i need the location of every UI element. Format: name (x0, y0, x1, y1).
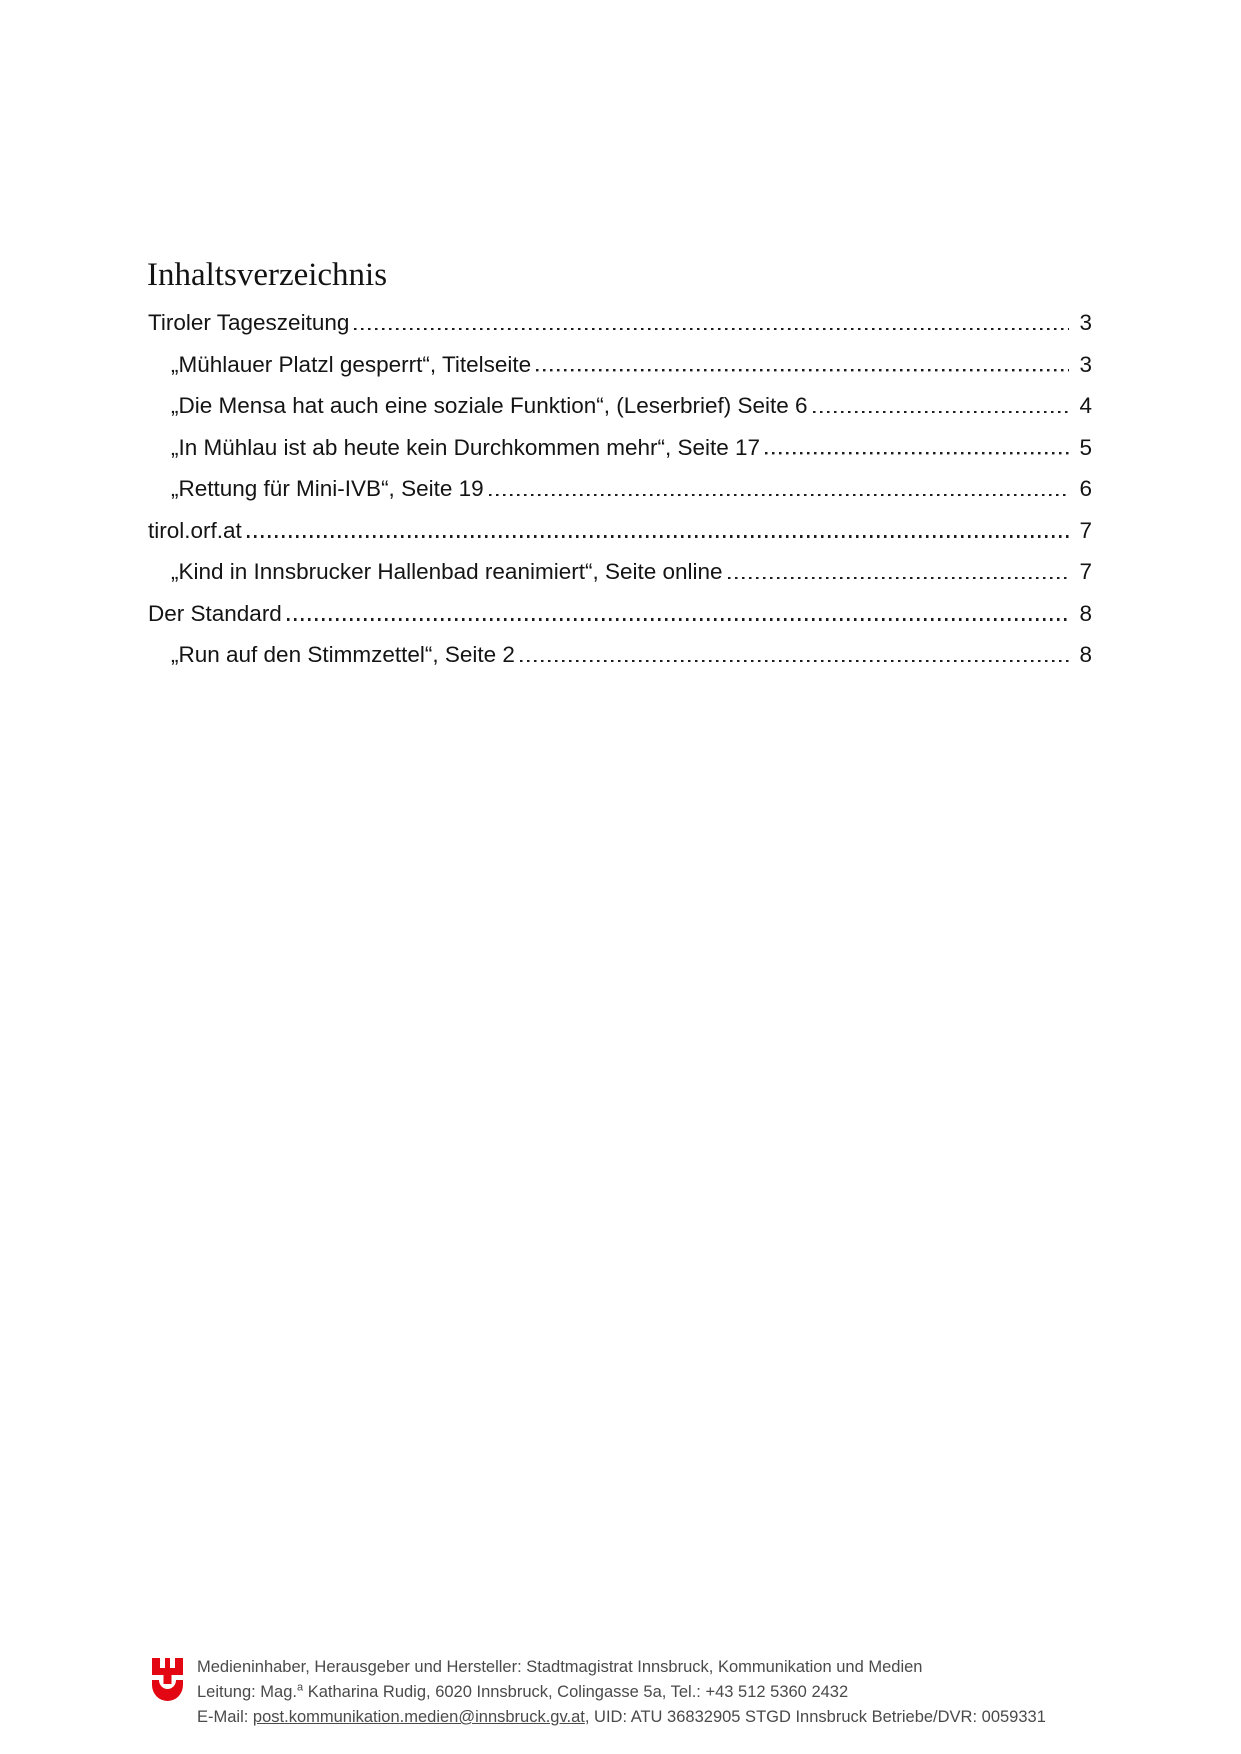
toc-leader-dots (354, 328, 1069, 330)
toc-entry (148, 551, 1092, 593)
toc-entry-label: „Mühlauer Platzl gesperrt“, Titelseite (171, 351, 532, 377)
toc-page-number: 5 (1079, 434, 1092, 460)
toc-leader-dots (813, 411, 1069, 413)
superscript-a: a (296, 1681, 304, 1694)
toc-page-number: 3 (1079, 310, 1092, 335)
toc-page-number: 8 (1079, 642, 1092, 667)
toc-leader-dots (489, 494, 1069, 496)
toc-leader-dots (765, 452, 1069, 454)
toc-leader-dots (287, 618, 1069, 620)
toc-entry (148, 593, 1092, 635)
toc-entry-label: „Rettung für Mini-IVB“, Seite 19 (171, 476, 484, 501)
toc-entry-label: „Run auf den Stimmzettel“, Seite 2 (171, 642, 515, 667)
imprint-line-2: Leitung: Mag.$^a$ Katharina Rudig, 6020 Innsbruck, Colingasse 5a, Tel.: +43 512 5360 2432 (197, 1681, 849, 1701)
toc-page-number: 4 (1079, 393, 1092, 418)
toc-entry-label: tirol.orf.at (148, 517, 242, 543)
toc-entry-label: „Die Mensa hat auch eine soziale Funktion“, (Leserbrief) Seite 6 (171, 393, 808, 418)
toc-leader-dots (520, 660, 1069, 662)
toc-entry-label: „Kind in Innsbrucker Hallenbad reanimiert“, Seite online (171, 559, 723, 584)
toc-entry-label: „In Mühlau ist ab heute kein Durchkommen mehr“, Seite 17 (171, 434, 761, 460)
toc-entry (148, 344, 1092, 386)
page-title: Inhaltsverzeichnis (147, 257, 388, 294)
toc-page-number: 8 (1079, 600, 1092, 626)
toc-entry (148, 385, 1092, 427)
toc-leader-dots (536, 369, 1069, 371)
innsbruck-city-logo-icon (152, 1658, 183, 1701)
imprint-line-1: Medieninhaber, Herausgeber und Hersteller: Stadtmagistrat Innsbruck, Kommunikation und Medien (197, 1658, 923, 1676)
toc-page-number: 7 (1079, 559, 1092, 584)
toc-entry (148, 427, 1092, 469)
toc-entry-label: Tiroler Tageszeitung (148, 310, 350, 335)
imprint-text (197, 1655, 1046, 1730)
toc-entry (148, 468, 1092, 510)
toc-leader-dots (247, 535, 1069, 537)
toc-leader-dots (728, 577, 1069, 579)
toc-page-number: 6 (1079, 476, 1092, 501)
toc-entry (148, 634, 1092, 676)
toc-list (148, 302, 1092, 676)
toc-entry (148, 510, 1092, 552)
toc-page-number: 7 (1079, 517, 1092, 543)
toc-entry (148, 302, 1092, 344)
logo-shapes (152, 1658, 183, 1701)
toc-page-number: 3 (1079, 351, 1092, 377)
imprint-line-3: E-Mail: post.kommunikation.medien@innsbruck.gv.at, UID: ATU 36832905 STGD Innsbruck Betriebe/DVR: 0059331 (197, 1708, 1046, 1726)
email-link[interactable]: post.kommunikation.medien@innsbruck.gv.at (252, 1708, 585, 1726)
toc-entry-label: Der Standard (148, 600, 282, 626)
